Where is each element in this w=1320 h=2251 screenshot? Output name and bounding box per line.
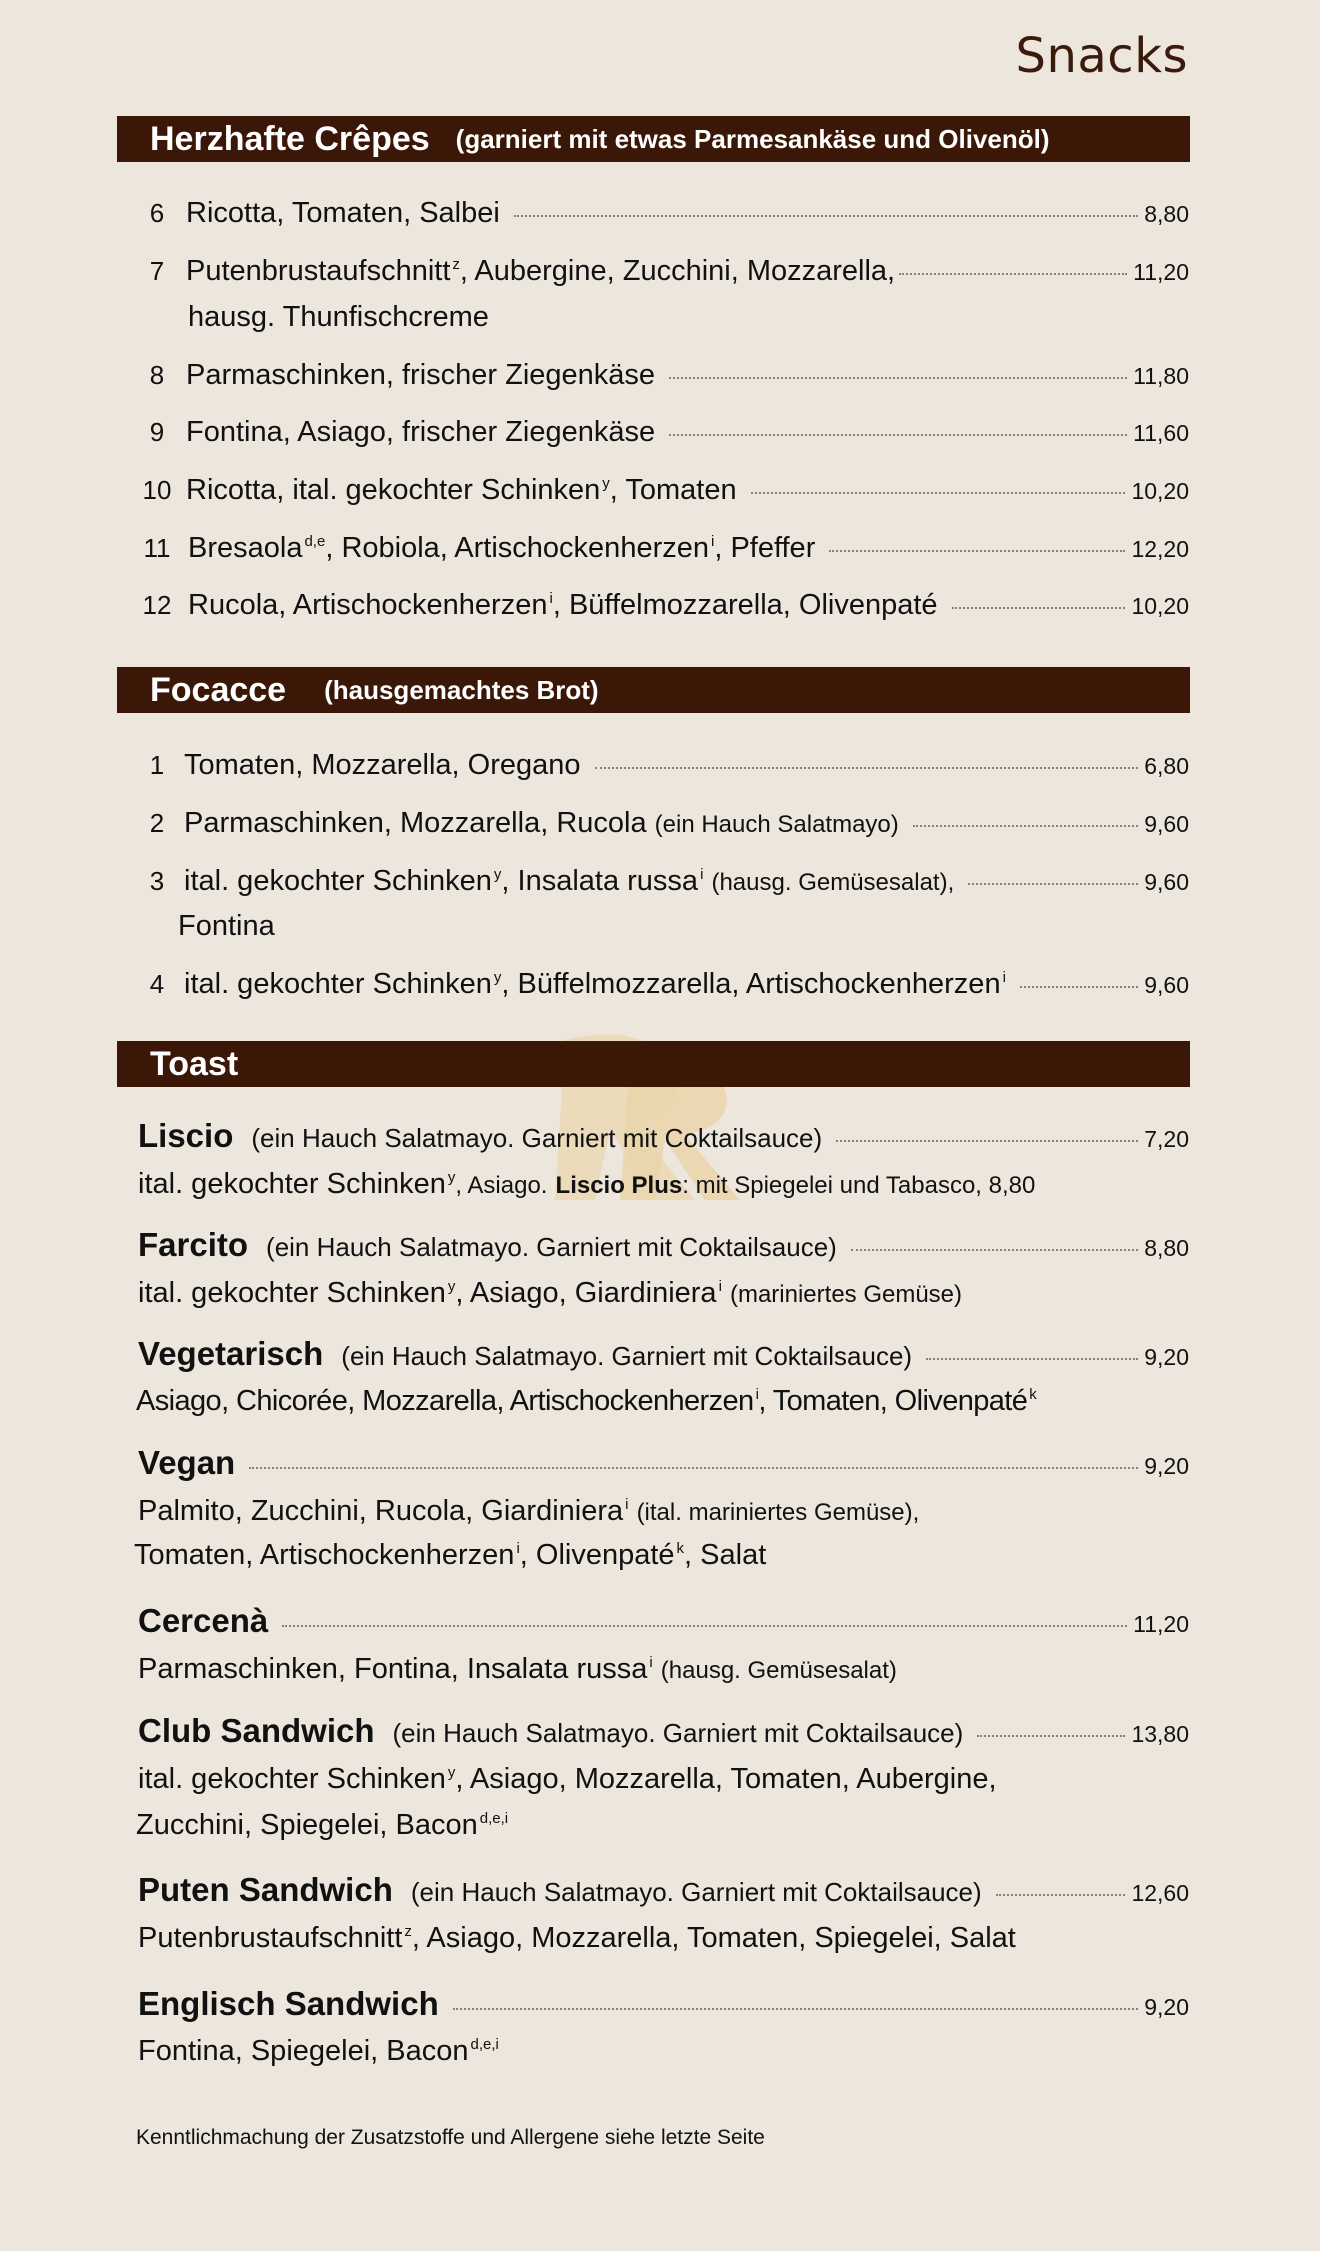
dot-leader: [751, 492, 1126, 494]
item-price: 11,80: [1133, 363, 1189, 389]
item-number: 10: [142, 475, 172, 505]
menu-item: [134, 806, 1189, 842]
dot-leader: [836, 1140, 1138, 1142]
toast-description: ital. gekochter Schinken $^y$, Asiago. Liscio Plus: mit Spiegelei und Tabasco, 8,80: [138, 1168, 1036, 1200]
section-title: Toast: [150, 1044, 239, 1083]
dot-leader: [453, 2008, 1139, 2010]
item-description: Rucola, Artischockenherzen $^i$, Büffelmozzarella, Olivenpaté: [188, 589, 938, 621]
section-note: (hausgemachtes Brot): [324, 674, 599, 705]
dot-leader: [514, 215, 1138, 217]
menu-item: [134, 531, 1189, 566]
item-number: 6: [149, 198, 165, 228]
page-title: Snacks: [1015, 28, 1188, 84]
dot-leader: [926, 1358, 1138, 1360]
menu-item: [134, 588, 1189, 623]
toast-heading: Englisch Sandwich: [138, 1985, 439, 2022]
item-number: 12: [142, 590, 172, 620]
toast-heading: Farcito (ein Hauch Salatmayo. Garniert mit Coktailsauce): [138, 1226, 837, 1263]
item-price: 9,60: [1144, 811, 1189, 837]
toast-description: Putenbrustaufschnitt $^z$, Asiago, Mozzarella, Tomaten, Spiegelei, Salat: [138, 1922, 1016, 1954]
item-price: 11,20: [1133, 1611, 1189, 1637]
menu-item: [134, 748, 1189, 783]
item-price: 10,20: [1131, 478, 1189, 504]
item-price: 11,20: [1133, 259, 1189, 285]
item-number: 7: [149, 256, 165, 286]
section-note: (garniert mit etwas Parmesankäse und Olivenöl): [455, 123, 1050, 154]
item-description: Bresaola $^{d,e}$, Robiola, Artischockenherzen $^i$, Pfeffer: [188, 532, 816, 564]
toast-heading: Cercenà: [138, 1602, 269, 1639]
item-number: 4: [149, 969, 165, 999]
dot-leader: [952, 607, 1126, 609]
item-description: Parmaschinken, Mozzarella, Rucola (ein Hauch Salatmayo): [184, 807, 899, 839]
item-description: Putenbrustaufschnitt $^z$, Aubergine, Zucchini, Mozzarella,: [186, 255, 896, 287]
section-title: Herzhafte Crêpes: [150, 119, 430, 158]
item-price: 8,80: [1144, 1235, 1189, 1261]
toast-heading: Vegan: [138, 1444, 236, 1481]
menu-item: [134, 415, 1189, 450]
item-number: 9: [149, 417, 165, 447]
toast-description: ital. gekochter Schinken $^y$, Asiago, Giardiniera $^i$ (mariniertes Gemüse): [138, 1277, 963, 1309]
toast-item: [138, 1337, 1189, 1374]
item-price: 11,60: [1133, 420, 1189, 446]
dot-leader: [669, 377, 1127, 379]
item-price: 6,80: [1144, 753, 1189, 779]
item-description-continued: hausg. Thunfischcreme: [188, 301, 489, 333]
item-price: 8,80: [1144, 201, 1189, 227]
item-description-continued: Fontina: [178, 910, 275, 942]
dot-leader: [899, 273, 1127, 275]
item-price: 9,20: [1144, 1344, 1189, 1370]
item-description: Tomaten, Mozzarella, Oregano: [184, 749, 581, 781]
item-price: 7,20: [1144, 1126, 1189, 1152]
item-price: 9,20: [1144, 1994, 1189, 2020]
dot-leader: [996, 1894, 1126, 1896]
item-price: 9,20: [1144, 1453, 1189, 1479]
dot-leader: [851, 1249, 1138, 1251]
menu-item: [134, 254, 1189, 289]
dot-leader: [1020, 986, 1138, 988]
section-title: Focacce: [150, 670, 287, 709]
item-description: Parmaschinken, frischer Ziegenkäse: [186, 359, 656, 391]
menu-item: [134, 358, 1189, 393]
item-price: 13,80: [1131, 1721, 1189, 1747]
item-price: 9,60: [1144, 869, 1189, 895]
toast-heading: Liscio (ein Hauch Salatmayo. Garniert mit Coktailsauce): [138, 1117, 823, 1154]
menu-item: [134, 864, 1189, 900]
dot-leader: [977, 1735, 1125, 1737]
toast-item: [138, 1604, 1189, 1641]
item-description: Ricotta, ital. gekochter Schinken $^y$, Tomaten: [186, 474, 737, 506]
dot-leader: [669, 434, 1127, 436]
toast-item: [138, 1228, 1189, 1265]
item-description: Fontina, Asiago, frischer Ziegenkäse: [186, 416, 656, 448]
toast-heading: Vegetarisch (ein Hauch Salatmayo. Garniert mit Coktailsauce): [138, 1335, 913, 1372]
dot-leader: [829, 550, 1125, 552]
section-header-crepes: [117, 116, 1190, 162]
dot-leader: [595, 767, 1139, 769]
dot-leader: [968, 883, 1138, 885]
dot-leader: [913, 825, 1138, 827]
toast-item: [138, 1873, 1189, 1910]
dot-leader: [282, 1625, 1127, 1627]
item-price: 12,20: [1131, 536, 1189, 562]
item-description: ital. gekochter Schinken $^y$, Büffelmozzarella, Artischockenherzen $^i$: [184, 968, 1006, 1000]
item-number: 11: [143, 533, 171, 563]
dot-leader: [249, 1467, 1138, 1469]
item-number: 8: [149, 360, 165, 390]
toast-description: Asiago, Chicorée, Mozzarella, Artischockenherzen $^i$, Tomaten, Olivenpaté $^k$: [136, 1385, 1037, 1417]
item-number: 3: [149, 866, 165, 896]
toast-item: [138, 1714, 1189, 1751]
item-price: 12,60: [1131, 1880, 1189, 1906]
toast-description-line2: Tomaten, Artischockenherzen $^i$, Olivenpaté $^k$, Salat: [134, 1539, 767, 1571]
toast-item: [138, 1119, 1189, 1156]
item-number: 2: [149, 808, 165, 838]
toast-description: Fontina, Spiegelei, Bacon $^{d,e,i}$: [138, 2035, 499, 2067]
allergen-footnote: Kenntlichmachung der Zusatzstoffe und Allergene siehe letzte Seite: [136, 2126, 765, 2149]
item-price: 10,20: [1131, 593, 1189, 619]
section-header-focacce: [117, 667, 1190, 713]
item-price: 9,60: [1144, 972, 1189, 998]
toast-description: ital. gekochter Schinken $^y$, Asiago, Mozzarella, Tomaten, Aubergine,: [138, 1763, 997, 1795]
item-number: 1: [149, 750, 165, 780]
toast-item: [138, 1446, 1189, 1483]
toast-heading: Puten Sandwich (ein Hauch Salatmayo. Garniert mit Coktailsauce): [138, 1871, 982, 1908]
toast-description: Palmito, Zucchini, Rucola, Giardiniera $^i$ (ital. mariniertes Gemüse),: [138, 1495, 920, 1527]
toast-description-line2: Zucchini, Spiegelei, Bacon $^{d,e,i}$: [136, 1809, 509, 1841]
item-description: ital. gekochter Schinken $^y$, Insalata russa $^i$ (hausg. Gemüsesalat),: [184, 865, 955, 897]
item-description: Ricotta, Tomaten, Salbei: [186, 197, 500, 229]
section-header-toast: [117, 1041, 1190, 1087]
toast-item: [138, 1987, 1189, 2024]
toast-description: Parmaschinken, Fontina, Insalata russa $^i$ (hausg. Gemüsesalat): [138, 1653, 897, 1685]
menu-item: [134, 967, 1189, 1002]
menu-item: [134, 196, 1189, 231]
menu-item: [134, 473, 1189, 508]
toast-heading: Club Sandwich (ein Hauch Salatmayo. Garniert mit Coktailsauce): [138, 1712, 964, 1749]
